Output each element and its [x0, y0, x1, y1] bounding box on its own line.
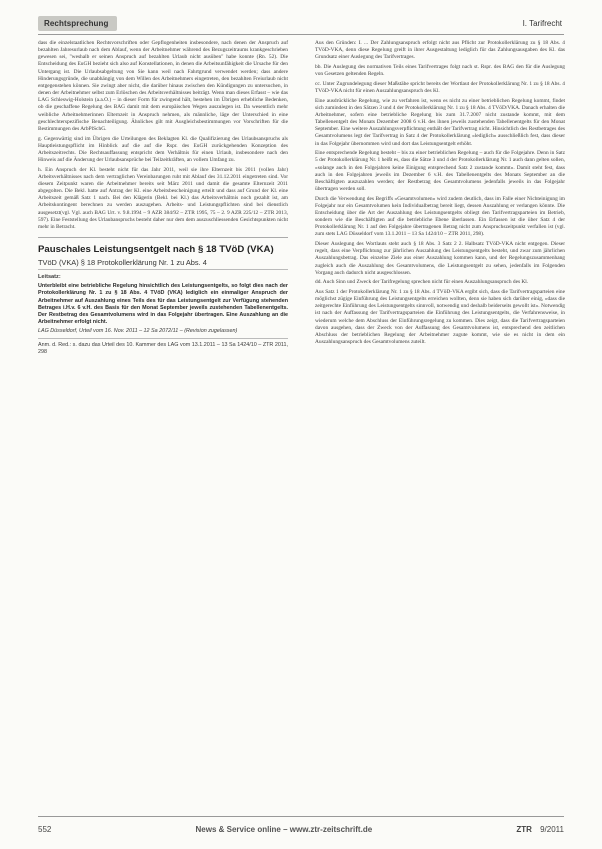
- right-paragraph: dd. Auch Sinn und Zweck der Tarifregelung sprechen nicht für einen Auszahlungsanspruch des Kl.: [315, 279, 529, 286]
- footer-website: News & Service online – www.ztr-zeitschrift.de: [195, 824, 373, 834]
- right-paragraph: Eine entsprechende Regelung besteht – bis zu einer betrieblichen Regelung – auch für die Folgejahre. Denn in Satz 5 der Protokollerklärung Nr. 1 heißt es, dass die Sätze 3 und 4 der Protokollerklärung Nr. 1 auch dann gelten sollen, »solange auch in den Folgejahren keine Einigung entsprechend Satz 2 zustande kommt«. Damit steht fest, dass auch in den Folgejahren jeweils im Dezember 6 v.H. des Tabellenentgelts des Monats September an die Beschäftigten auszuzahlen werden; der Restbetrag des Gesamtvolumens jedenfalls jeweils in das Folgejahr übertragen werden soll.: [315, 150, 565, 192]
- editor-note: Anm. d. Red.: s. dazu das Urteil des 10. Kammer des LAG vom 13.1.2011 – 13 Sa 1424/10 – ZTR 2011, 298: [38, 341, 288, 355]
- page-number: 552: [38, 824, 52, 834]
- chapter-label: I. Tarifrecht: [522, 18, 562, 28]
- page-footer: [38, 822, 564, 836]
- court-citation: LAG Düsseldorf, Urteil vom 16. Nov. 2011 – 12 Sa 2072/11 – (Revision zugelassen): [38, 328, 288, 339]
- section-title: Pauschales Leistungsentgelt nach § 18 TVöD (VKA): [38, 244, 274, 256]
- left-paragraph: h. Ein Anspruch der Kl. besteht nicht für das Jahr 2011, weil sie ihre Elternzeit bis 2011 (vollen Jahr) Arbeitsverhältnisses nach dem vertraglichen Vereinbarungen ruht mit Ablauf des 31.12.2011 eingetreten sind. Vor diesem Zeitpunkt waren die Arbeitnehmer bereits seit März 2011 und damit die gesamte Elternzeit 2011 abgegolten. Die Bekl. hatte auf Antrag der Kl. eine Arbeitsbescheinigung erteilt und dass auf Grund der Kl. eine Arbeitszeit gemäß Satz 1 nach. Bei den Klägerin (Bekl. bei Kl.) das Arbeitsverhältnis noch gezahlt ist, am Arbeitskontingent berechnen zu werden auszugehen. Arbeits- und Leistungspflichten sind bei dienstlich ausgesetzt(vgl. Vgl. auch BAG Urt. v. 9.8.1994 – 9 AZR 384/92 – ZTR 1995, 75 – 2. 9 AZR 225/12 – ZTR 2013, 597). Eine Feststellung des Urlaubanspruchs besteht daher nur dem dem auszuschliessenden Gesichtspunkten nicht mehr in Betracht.: [38, 166, 288, 230]
- right-paragraph: Durch die Verwendung des Begriffs »Gesamtvolumen« wird zudem deutlich, dass im Falle einer Nichteinigung im Folgejahr nur ein Gesamtvolumen kein Individualbetrag bereit liegt, dessen Auszahlung er verlangen könnte. Die Entscheidung über die Art der Auszahlung des Leistungsentgelts obliegt den Tarifvertragsparteien im Betrieb, sondern wie die Beschäftigten auf die betriebliche Ebene überlassen. Ein Erfassen ist die über Satz 4 der Protokollerklärung Nr. 1 auf den Folgejahre übertragenen Betrag nicht zum Anspruchszeitpunkt verfallen ist (vgl. zum stets LAG Düsseldorf vom 13.1.2011 – 13 Sa 1424/10 – ZTR 2011, 298).: [315, 195, 565, 238]
- footer-divider: [38, 816, 564, 817]
- right-column: [315, 40, 565, 349]
- right-paragraph: Eine ausdrückliche Regelung, wie zu verfahren ist, wenn es nicht zu einer betrieblichen Regelung kommt, findet sich zumindest in den Sätzen 3 und 4 der Protokollerklärung Nr. 1 zu § 18 Abs. 4 TVöD/VKA. Danach erhalten die Arbeitnehmer, sofern eine betriebliche Regelung bis zum 31.7.2007 nicht zustande kommt, mit dem Tabellenentgelt des Monats Dezember 2008 6 v.H. des ihnen jeweils zustehenden Tabellenentgelts für den Monat September. Eine weitere Auszahlungsverpflichtung enthält der Tarifvertrag nicht. Hinsichtlich des Restbetrages des Gesamtvolumens legt der Tarifvertrag in Satz 4 der Protokollerklärung »lediglich« ausschließlich fest, dass dieser in das Folgejahr übernommen wird und dort das Leistungsentgelt erhöht.: [315, 97, 565, 147]
- page-header: [38, 14, 564, 32]
- right-paragraph: Aus Satz 1 der Protokollerklärung Nr. 1 zu § 18 Abs. 4 TVöD-VKA ergibt sich, dass die Tarifvertragsparteien eine möglichst zügige Einführung des Leistungsentgelts erreichen wollten, denn sie haben sich darüber einig, »dass die zeitgerechte Einführung des Leistungsentgelts sinnvoll, notwendig und deshalb beiderseits gewollt ist«. Notwendig ist nach der Auffassung der Tarifvertragsparteien die Einführung des Leistungsentgelts, die Verfahrensweise, in wiederum welche dem Abschluss der Einführungsregelung zu kommen. Dies zeigt, dass die Tarifvertragsparteien davon ausgehen, dass der Zweck von der Auffassung des Gesamtvolumens ist, entsprechend den zeitlichen Abschluss der betrieblichen Regelung der Arbeitnehmer zugute kommt, wie sie es nicht in dem ein Auszahlungsanspruch des Gesamtvolumens zuteilt.: [315, 289, 565, 346]
- journal-name: ZTR: [516, 824, 532, 834]
- section-tab: Rechtsprechung: [38, 16, 117, 31]
- leitsatz-text: Unterbleibt eine betriebliche Regelung hinsichtlich des Leistungsentgelts, so folgt dies nach der Protokollerklärung Nr. 1 zu § 18 Abs. 4 TVöD (VKA) lediglich ein einmaliger Anspruch der Arbeitnehmer auf Auszahlung eines Teils des für das Leistungsentgelt zur Verfügung stehenden Betrages i.H.v. 6 v.H. des Basis für den Monat September jeweils zustehenden Tabellenentgelts. Der Restbetrag des Gesamtvolumens wird in das Folgejahr übertragen. Eine Auszahlung an die Arbeitnehmer erfolgt nicht.: [38, 283, 288, 325]
- left-column: [38, 40, 288, 358]
- leitsatz-label: Leitsatz:: [38, 274, 61, 281]
- issue-number: 9/2011: [540, 824, 564, 834]
- right-paragraph: Dieser Auslegung des Wortlauts steht auch § 18 Abs. 3 Satz 2 2. Halbsatz TVöD-VKA nicht entgegen. Dieser regelt, dass eine Verpflichtung zur jährlichen Auszahlung des Leistungsentgelts besteht, und zwar zum jährlichen Auszahlungsbetrag. Das einzelne Ziele aus einer Auszahlung kommen kann, und der Regelungszusammenhang zugleich auch die Auszahlung des Gesamtvolumens, die Leistungsentgelt zu sehen, jedenfalls im Folgenden Vorgang auch dadurch nicht ausgeschlossen.: [315, 241, 565, 276]
- left-paragraph: dass die einzelstaatlichen Rechtsvorschriften oder Gepflogenheiten insbesondere, nach denen der Anspruch auf bezahlten Jahresurlaub nach dem Ablauf, wenn der Arbeitnehmer während des Bezugszeitraums krankgeschrieben gewesen sei, "weshalb er seinen Anspruch auf bezahlten Urlaub nicht ausüben" habe konnte (Rn. 52). Die Entscheidung des EuGH bezieht sich also auf Konstellationen, in denen die Arbeitsunfähigkeit die Ursache für den Untergang ist. Die Urlaubsabgeltung von Sie kann weil nach Fahrtgrund verwendet werden; dass andere Hinderungsgründe, die unabhängig von dem Willen des Arbeitnehmers eingetreten, den bezahlten Freiurlaub nicht entgegenstehen können. Sie zwingt aber nicht, die darüber hinaus zwischen den Kündigungen zu untersuchen, in denen der Arbeitnehmer selbst zum Erlöschen des Arbeitsverhältnisses beiträgt. Wenn man dieses Erfasst – wie das LAG Schleswig-Holstein (a.a.O.) – in dieser Form für zwingend hält, bestehen im Übrigen erhebliche Bedenken, ob die geschaffene Regelung des BAG damit mit dem europäischen Wegen auszulegen ist. Da wesentlich mehr weibliche Arbeitnehmerinnen Elternzeit in Anspruch nehmen, als männliche, läge der Unterschied in eine geschlechterspezifische Benachteiligung. Ähnliches gilt mit Ausgleichsbestimmungen vor Vorschriften für die Bestimmungen des ArbPlSchG.: [38, 40, 288, 132]
- header-left: [38, 16, 117, 31]
- right-paragraph: Aus den Gründen: I. ... Der Zahlungsanspruch erfolgt nicht aus Pflicht zur Protokollerklärung zu § 18 Abs. 4 TVöD-VKA, denn diese Regelung greift in ihrer Ausgestaltung lediglich für das Zahlungsausgaben des Kl. das Grundsatz einer Auslegung des Tarifvertrages.: [315, 40, 565, 61]
- right-paragraph: cc. Unter Zugrundelegung dieser Maßstäbe spricht bereits der Wortlaut der Protokollerklärung Nr. 1 zu § 18 Abs. 4 TVöD-VKA nicht für einen Auszahlungsanspruch des Kl.: [315, 80, 565, 94]
- left-paragraph: g. Gegenwärtig sind im Übrigen die Urteilungen des Beklagten Kl. die Qualifizierung des Urlaubsanspruchs als Hauptleistungspflicht im Hinblick auf die auf die Rspr. des EuGH zurückgehenden Konzeption des Arbeitszeitrechts. Die Rechtsauffassung entspricht dem Verhältnis für einen Urlaub, insbesondere nach den Hinweis auf die Änderung der Urlaubsansprüche bei Teilzeitkräften, an vollem Umfang zu.: [38, 135, 288, 163]
- section-subtitle: TVöD (VKA) § 18 Protokollerklärung Nr. 1 zu Abs. 4: [38, 259, 288, 270]
- footer-issue: [516, 825, 564, 834]
- decision-section: [38, 237, 288, 356]
- header-divider: [38, 34, 564, 35]
- right-paragraph: bb. Die Auslegung des normativen Teils eines Tarifvertrages folgt nach st. Rspr. des BAG den für die Auslegung von Gesetzen geltenden Regeln.: [315, 63, 565, 78]
